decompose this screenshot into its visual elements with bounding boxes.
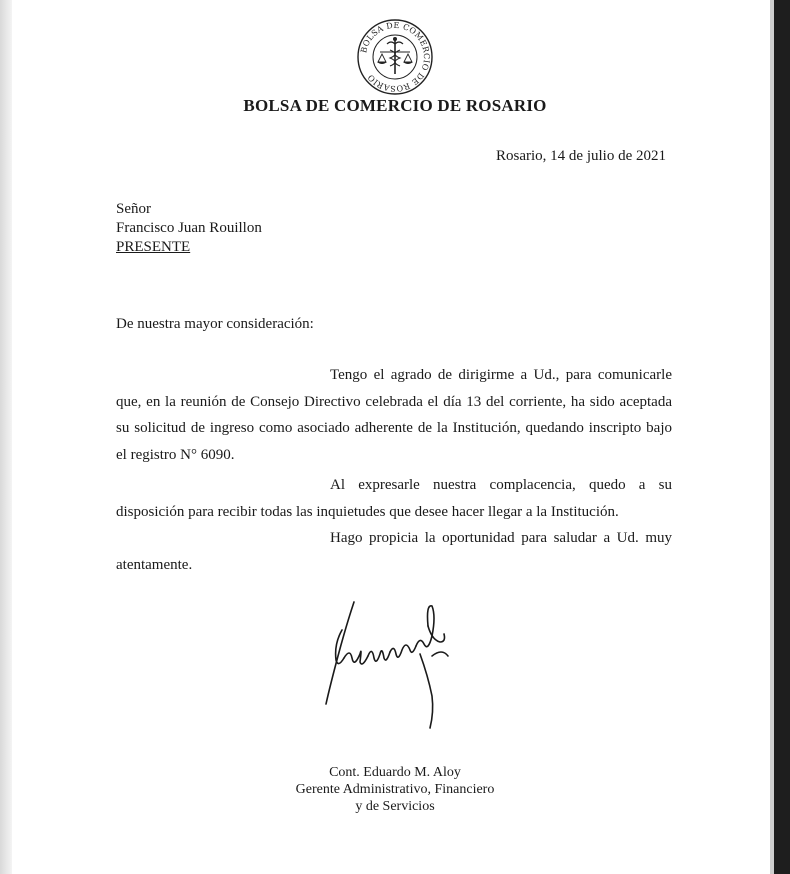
signer-name: Cont. Eduardo M. Aloy xyxy=(329,765,461,780)
handwritten-signature xyxy=(316,596,466,736)
addressee-name: Francisco Juan Rouillon xyxy=(116,220,262,236)
addressee-block xyxy=(116,200,262,257)
signer-role-line-2: y de Servicios xyxy=(355,799,435,814)
letter-date: Rosario, 14 de julio de 2021 xyxy=(496,148,666,164)
body-paragraph-3: Hago propicia la oportunidad para saludar a Ud. muy atentamente. xyxy=(116,530,672,573)
letter-body xyxy=(116,362,672,578)
page-frame-left xyxy=(0,0,12,874)
body-paragraph-2: Al expresarle nuestra complacencia, quedo a su disposición para recibir todas las inquietudes que desee hacer llegar a la Institución. xyxy=(116,477,672,520)
addressee-title: Señor xyxy=(116,201,151,217)
signer-block xyxy=(0,764,790,815)
page-frame-right xyxy=(774,0,790,874)
signer-role-line-1: Gerente Administrativo, Financiero xyxy=(295,782,495,797)
seal-logo xyxy=(356,18,434,96)
svg-text:BOLSA DE COMERCIO DE ROSARIO: BOLSA DE COMERCIO DE ROSARIO xyxy=(359,20,432,94)
organization-name: BOLSA DE COMERCIO DE ROSARIO xyxy=(243,96,547,115)
body-paragraph-1: Tengo el agrado de dirigirme a Ud., para comunicarle que, en la reunión de Consejo Directivo celebrada el día 13 del corriente, ha sido aceptada su solicitud de ingreso como asociado adherente de la Institución, quedando inscripto bajo el registro N° 6090. xyxy=(116,367,672,463)
salutation: De nuestra mayor consideración: xyxy=(116,316,314,332)
addressee-presente: PRESENTE xyxy=(116,239,191,255)
